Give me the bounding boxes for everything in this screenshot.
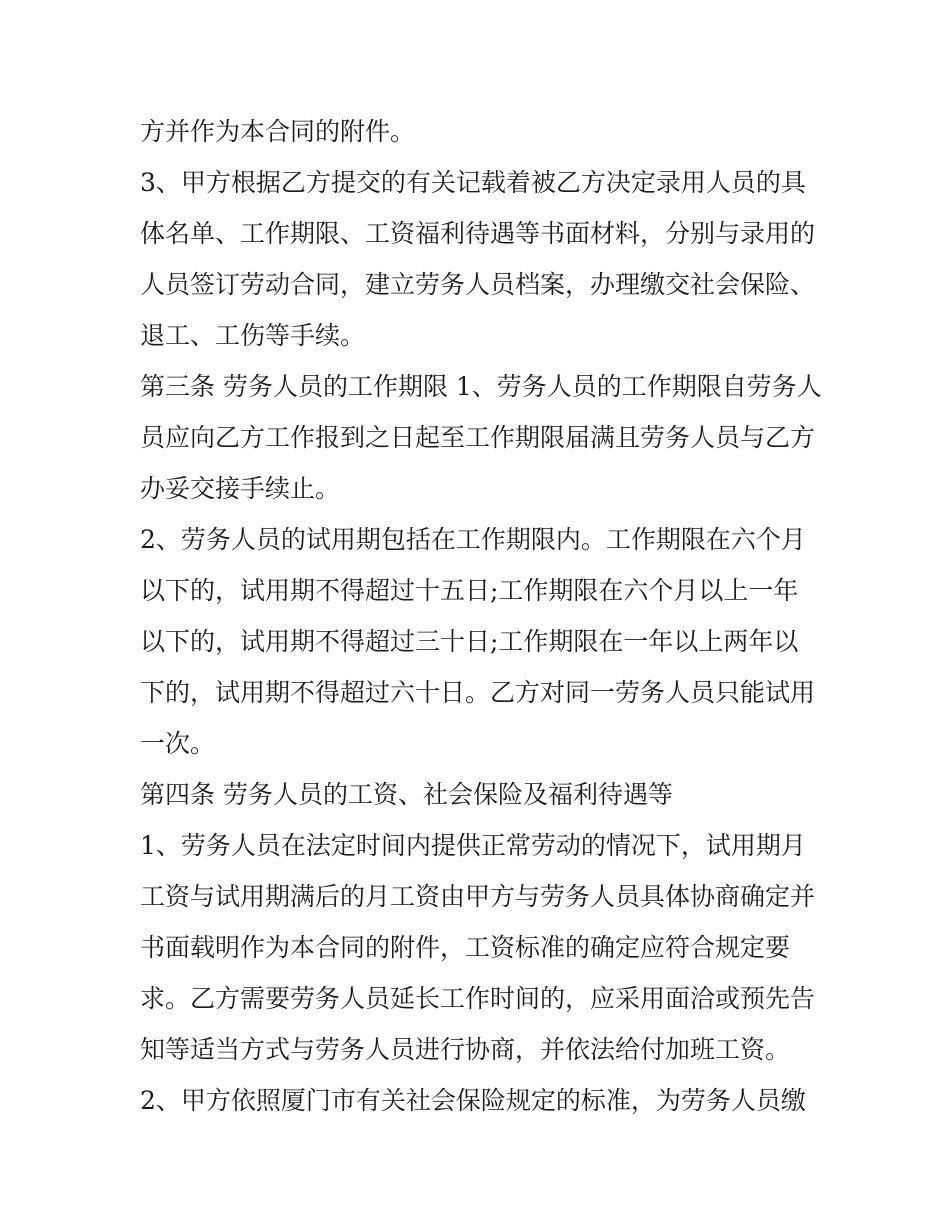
text-line: 以下的，试用期不得超过三十日;工作期限在一年以上两年以 <box>140 627 799 656</box>
text-line: 方并作为本合同的附件。 <box>140 117 416 146</box>
text-line: 求。乙方需要劳务人员延长工作时间的，应采用面洽或预先告 <box>140 984 816 1013</box>
text-line: 第四条 劳务人员的工资、社会保险及福利待遇等 <box>140 780 673 809</box>
text-line: 2、劳务人员的试用期包括在工作期限内。工作期限在六个月 <box>140 525 806 554</box>
text-line: 员应向乙方工作报到之日起至工作期限届满且劳务人员与乙方 <box>140 423 816 452</box>
paragraph-wages <box>140 820 820 1075</box>
contract-text-body <box>140 106 820 1126</box>
text-line: 体名单、工作期限、工资福利待遇等书面材料，分别与录用的 <box>140 219 816 248</box>
text-line: 知等适当方式与劳务人员进行协商，并依法给付加班工资。 <box>140 1035 791 1064</box>
text-line: 3、甲方根据乙方提交的有关记载着被乙方决定录用人员的具 <box>140 168 806 197</box>
paragraph-clause-3 <box>140 157 820 361</box>
text-line: 2、甲方依照厦门市有关社会保险规定的标准，为劳务人员缴 <box>140 1086 806 1115</box>
text-line: 人员签订劳动合同，建立劳务人员档案，办理缴交社会保险、 <box>140 270 816 299</box>
text-line: 书面载明作为本合同的附件，工资标准的确定应符合规定要 <box>140 933 791 962</box>
text-line: 1、劳务人员在法定时间内提供正常劳动的情况下，试用期月 <box>140 831 806 860</box>
text-line: 退工、工伤等手续。 <box>140 321 366 350</box>
paragraph-probation <box>140 514 820 769</box>
paragraph-social-insurance <box>140 1075 820 1126</box>
text-line: 工资与试用期满后的月工资由甲方与劳务人员具体协商确定并 <box>140 882 816 911</box>
text-line: 下的，试用期不得超过六十日。乙方对同一劳务人员只能试用 <box>140 678 816 707</box>
paragraph-article-4-heading <box>140 769 820 820</box>
text-line: 办妥交接手续止。 <box>140 474 341 503</box>
paragraph-article-3 <box>140 361 820 514</box>
text-line: 以下的，试用期不得超过十五日;工作期限在六个月以上一年 <box>140 576 799 605</box>
text-line: 第三条 劳务人员的工作期限 1、劳务人员的工作期限自劳务人 <box>140 372 822 401</box>
paragraph-attachment-end <box>140 106 820 157</box>
text-line: 一次。 <box>140 729 216 758</box>
